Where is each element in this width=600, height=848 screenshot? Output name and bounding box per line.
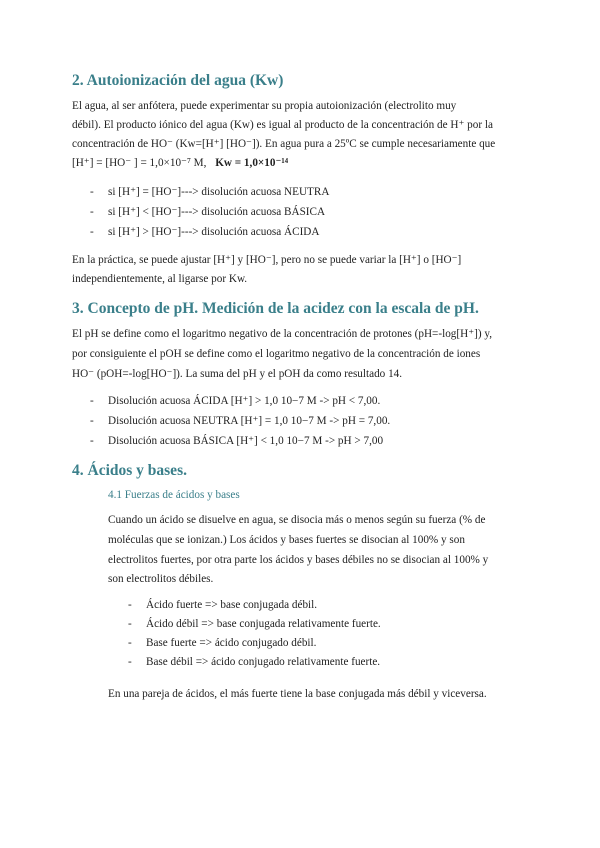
list-marker: - — [90, 415, 94, 427]
section-2-para2-line-1: En la práctica, se puede ajustar [H⁺] y [HO⁻], pero no se puede variar la [H⁺] o [HO⁻] — [72, 254, 462, 266]
section-3-para-line-3: HO⁻ (pOH=-log[HO⁻]). La suma del pH y el pOH da como resultado 14. — [72, 368, 403, 380]
list-marker: - — [128, 656, 132, 668]
list-marker: - — [128, 618, 132, 630]
section-4-para-line-3: electrolitos fuertes, por otra parte los ácidos y bases débiles no se disocian al 100% y — [108, 554, 489, 566]
list-item: - Ácido fuerte => base conjugada débil. — [128, 599, 318, 611]
section-2-para-line-4 — [72, 154, 288, 174]
list-item: - Disolución acuosa NEUTRA [H⁺] = 1,0 10−7 M -> pH = 7,00. — [90, 415, 391, 427]
section-3-heading: 3. Concepto de pH. Medición de la acidez con la escala de pH. — [72, 300, 479, 317]
section-2-para-line-1: El agua, al ser anfótera, puede experimentar su propia autoionización (electrolito muy — [72, 100, 457, 112]
list-item: - Base fuerte => ácido conjugado débil. — [128, 637, 317, 649]
section-4-1-subheading: 4.1 Fuerzas de ácidos y bases — [108, 489, 240, 501]
list-item: - Base débil => ácido conjugado relativamente fuerte. — [128, 656, 381, 668]
section-3-para-line-2: por consiguiente el pOH se define como el logaritmo negativo de la concentración de iones — [72, 348, 481, 360]
list-item: - si [H⁺] < [HO⁻]---> disolución acuosa BÁSICA — [90, 206, 326, 218]
section-2-para-line-2: débil). El producto iónico del agua (Kw) es igual al producto de la concentración de H⁺ por la — [72, 119, 493, 131]
section-4-para-line-2: moléculas que se ionizan.) Los ácidos y bases fuertes se disocian al 100% y son — [108, 534, 465, 546]
section-4-heading: 4. Ácidos y bases. — [72, 462, 187, 479]
section-4-para-line-1: Cuando un ácido se disuelve en agua, se disocia más o menos según su fuerza (% de — [108, 514, 486, 526]
section-4-closing: En una pareja de ácidos, el más fuerte tiene la base conjugada más débil y viceversa. — [108, 688, 487, 700]
list-marker: - — [90, 226, 94, 238]
list-marker: - — [128, 599, 132, 611]
list-item: - si [H⁺] = [HO⁻]---> disolución acuosa NEUTRA — [90, 186, 330, 198]
list-marker: - — [90, 435, 94, 447]
section-2-heading: 2. Autoionización del agua (Kw) — [72, 72, 284, 89]
list-item: - si [H⁺] > [HO⁻]---> disolución acuosa ÁCIDA — [90, 226, 320, 238]
list-marker: - — [90, 395, 94, 407]
section-2-para-line-3: concentración de HO⁻ (Kw=[H⁺] [HO⁻]). En agua pura a 25ºC se cumple necesariamente que — [72, 138, 496, 150]
list-marker: - — [128, 637, 132, 649]
list-marker: - — [90, 186, 94, 198]
list-item: - Disolución acuosa ÁCIDA [H⁺] > 1,0 10−7 M -> pH < 7,00. — [90, 395, 381, 407]
kw-value: Kw = 1,0×10⁻¹⁴ — [215, 157, 289, 169]
list-item: - Ácido débil => base conjugada relativamente fuerte. — [128, 618, 381, 630]
section-2-para2-line-2: independientemente, al ligarse por Kw. — [72, 273, 248, 285]
list-item: - Disolución acuosa BÁSICA [H⁺] < 1,0 10−7 M -> pH > 7,00 — [90, 435, 384, 447]
equilibrium-concentration: [H⁺] = [HO⁻ ] = 1,0×10⁻⁷ M, — [72, 157, 207, 169]
section-4-para-line-4: son electrolitos débiles. — [108, 573, 214, 585]
section-3-para-line-1: El pH se define como el logaritmo negativo de la concentración de protones (pH=-log[H⁺]) y, — [72, 328, 493, 340]
list-marker: - — [90, 206, 94, 218]
